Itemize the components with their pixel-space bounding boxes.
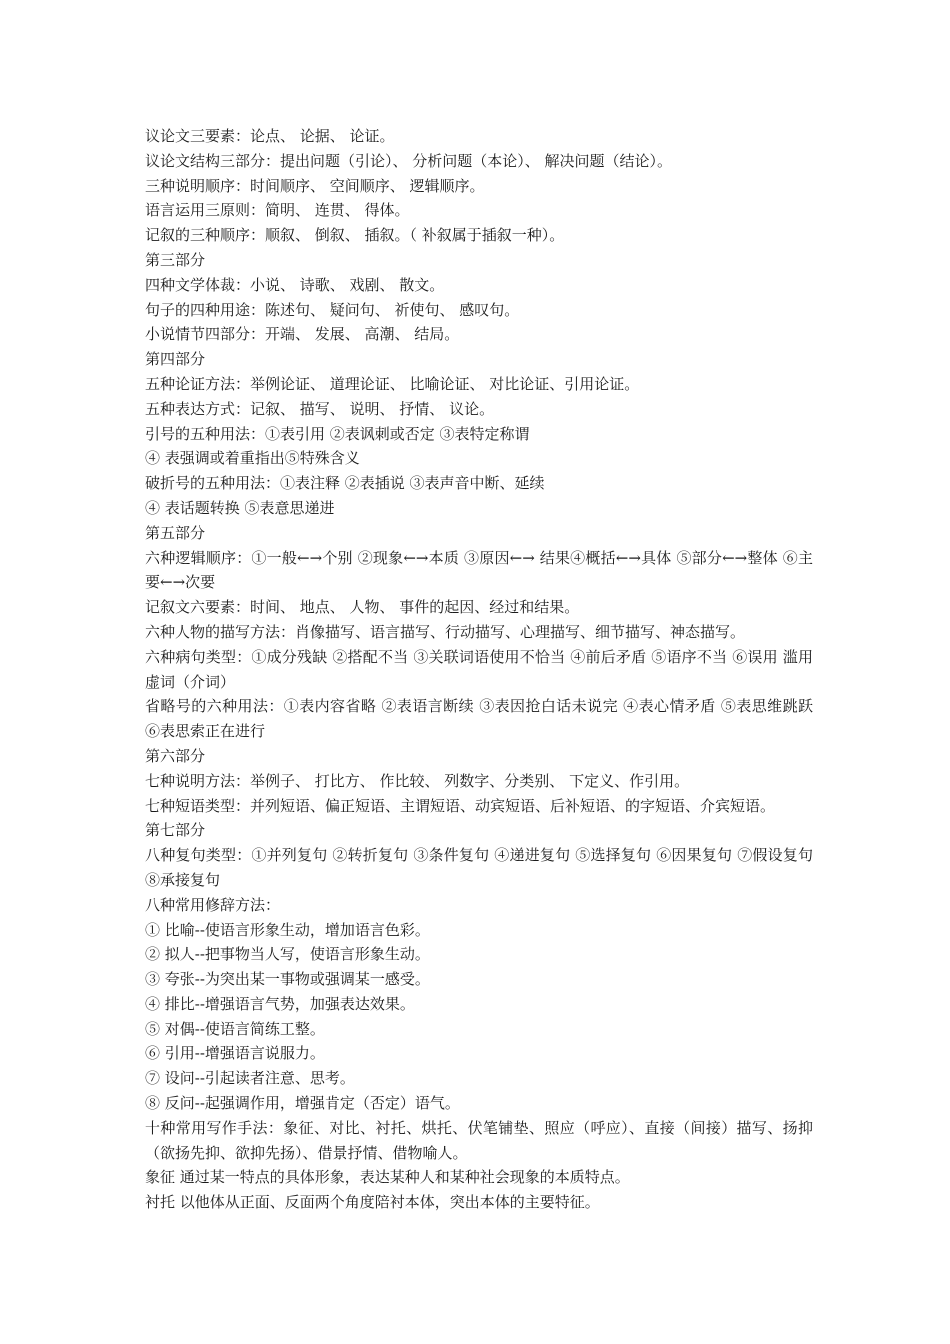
text-line: ④ 表强调或着重指出⑤特殊含义 <box>145 449 360 468</box>
text-line: 议论文三要素：论点、 论据、 论证。 <box>145 127 395 145</box>
text-line: 四种文学体裁：小说、 诗歌、 戏剧、 散文。 <box>145 275 445 294</box>
text-line: 破折号的五种用法：①表注释 ②表插说 ③表声音中断、延续 <box>145 474 545 493</box>
text-line: 语言运用三原则：简明、 连贯、 得体。 <box>145 201 410 220</box>
section-heading: 第三部分 <box>145 250 206 269</box>
list-item: ② 拟人--把事物当人写，使语言形象生动。 <box>145 945 430 964</box>
list-item: ④ 排比--增强语言气势，加强表达效果。 <box>145 994 415 1013</box>
text-line: 引号的五种用法：①表引用 ②表讽刺或否定 ③表特定称谓 <box>145 424 530 443</box>
section-heading: 第六部分 <box>145 746 206 765</box>
text-line: 八种复句类型：①并列复句 ②转折复句 ③条件复句 ④递进复句 ⑤选择复句 ⑥因果复句 ⑦假设复句 ⑧承接复句 <box>145 846 813 889</box>
text-line: 六种逻辑顺序：①一般←→个别 ②现象←→本质 ③原因←→ 结果④概括←→具体 ⑤部分←→整体 ⑥主要←→次要 <box>145 548 813 592</box>
list-item: ③ 夸张--为突出某一事物或强调某一感受。 <box>145 970 430 989</box>
text-line: 记叙文六要素：时间、 地点、 人物、 事件的起因、经过和结果。 <box>145 598 580 617</box>
text-line: 六种病句类型：①成分残缺 ②搭配不当 ③关联词语使用不恰当 ④前后矛盾 ⑤语序不当 ⑥误用 滥用虚词（介词） <box>145 647 813 691</box>
text-line: 议论文结构三部分：提出问题（引论）、 分析问题（本论）、 解决问题（结论）。 <box>145 151 673 170</box>
document-body <box>145 124 813 1215</box>
text-line: 十种常用写作手法：象征、对比、衬托、烘托、伏笔铺垫、照应（呼应）、直接（间接）描写、扬抑（欲扬先抑、欲抑先扬）、借景抒情、借物喻人。 <box>145 1118 813 1162</box>
list-item: ⑦ 设问--引起读者注意、思考。 <box>145 1069 355 1088</box>
section-heading: 第五部分 <box>145 523 206 542</box>
text-line: ④ 表话题转换 ⑤表意思递进 <box>145 498 335 517</box>
list-item: ⑧ 反问--起强调作用，增强肯定（否定）语气。 <box>145 1094 460 1113</box>
text-line: 七种短语类型：并列短语、偏正短语、主谓短语、动宾短语、后补短语、的字短语、介宾短语。 <box>145 796 776 815</box>
text-line: 省略号的六种用法：①表内容省略 ②表语言断续 ③表因抢白话未说完 ④表心情矛盾 ⑤表思维跳跃 ⑥表思索正在进行 <box>145 697 813 741</box>
list-item: ⑥ 引用--增强语言说服力。 <box>145 1044 325 1063</box>
text-line: 七种说明方法：举例子、 打比方、 作比较、 列数字、分类别、 下定义、作引用。 <box>145 771 690 790</box>
text-line: 象征 通过某一特点的具体形象，表达某种人和某种社会现象的本质特点。 <box>145 1168 630 1187</box>
list-item: ⑤ 对偶--使语言简练工整。 <box>145 1019 325 1038</box>
text-line: 小说情节四部分：开端、 发展、 高潮、 结局。 <box>145 325 460 344</box>
text-line: 六种人物的描写方法：肖像描写、语言描写、行动描写、心理描写、细节描写、神态描写。 <box>145 622 746 641</box>
list-item: ① 比喻--使语言形象生动，增加语言色彩。 <box>145 920 430 939</box>
text-line: 句子的四种用途：陈述句、 疑问句、 祈使句、 感叹句。 <box>145 300 520 319</box>
text-line: 衬托 以他体从正面、反面两个角度陪衬本体，突出本体的主要特征。 <box>145 1193 600 1212</box>
text-line: 五种论证方法：举例论证、 道理论证、 比喻论证、 对比论证、引用论证。 <box>145 374 640 393</box>
text-line: 记叙的三种顺序：顺叙、 倒叙、 插叙。（ 补叙属于插叙一种）。 <box>145 226 565 245</box>
section-heading: 第四部分 <box>145 350 206 369</box>
text-line: 五种表达方式：记叙、 描写、 说明、 抒情、 议论。 <box>145 399 495 418</box>
text-line: 三种说明顺序：时间顺序、 空间顺序、 逻辑顺序。 <box>145 176 485 195</box>
text-line: 八种常用修辞方法： <box>145 895 281 914</box>
section-heading: 第七部分 <box>145 821 206 840</box>
